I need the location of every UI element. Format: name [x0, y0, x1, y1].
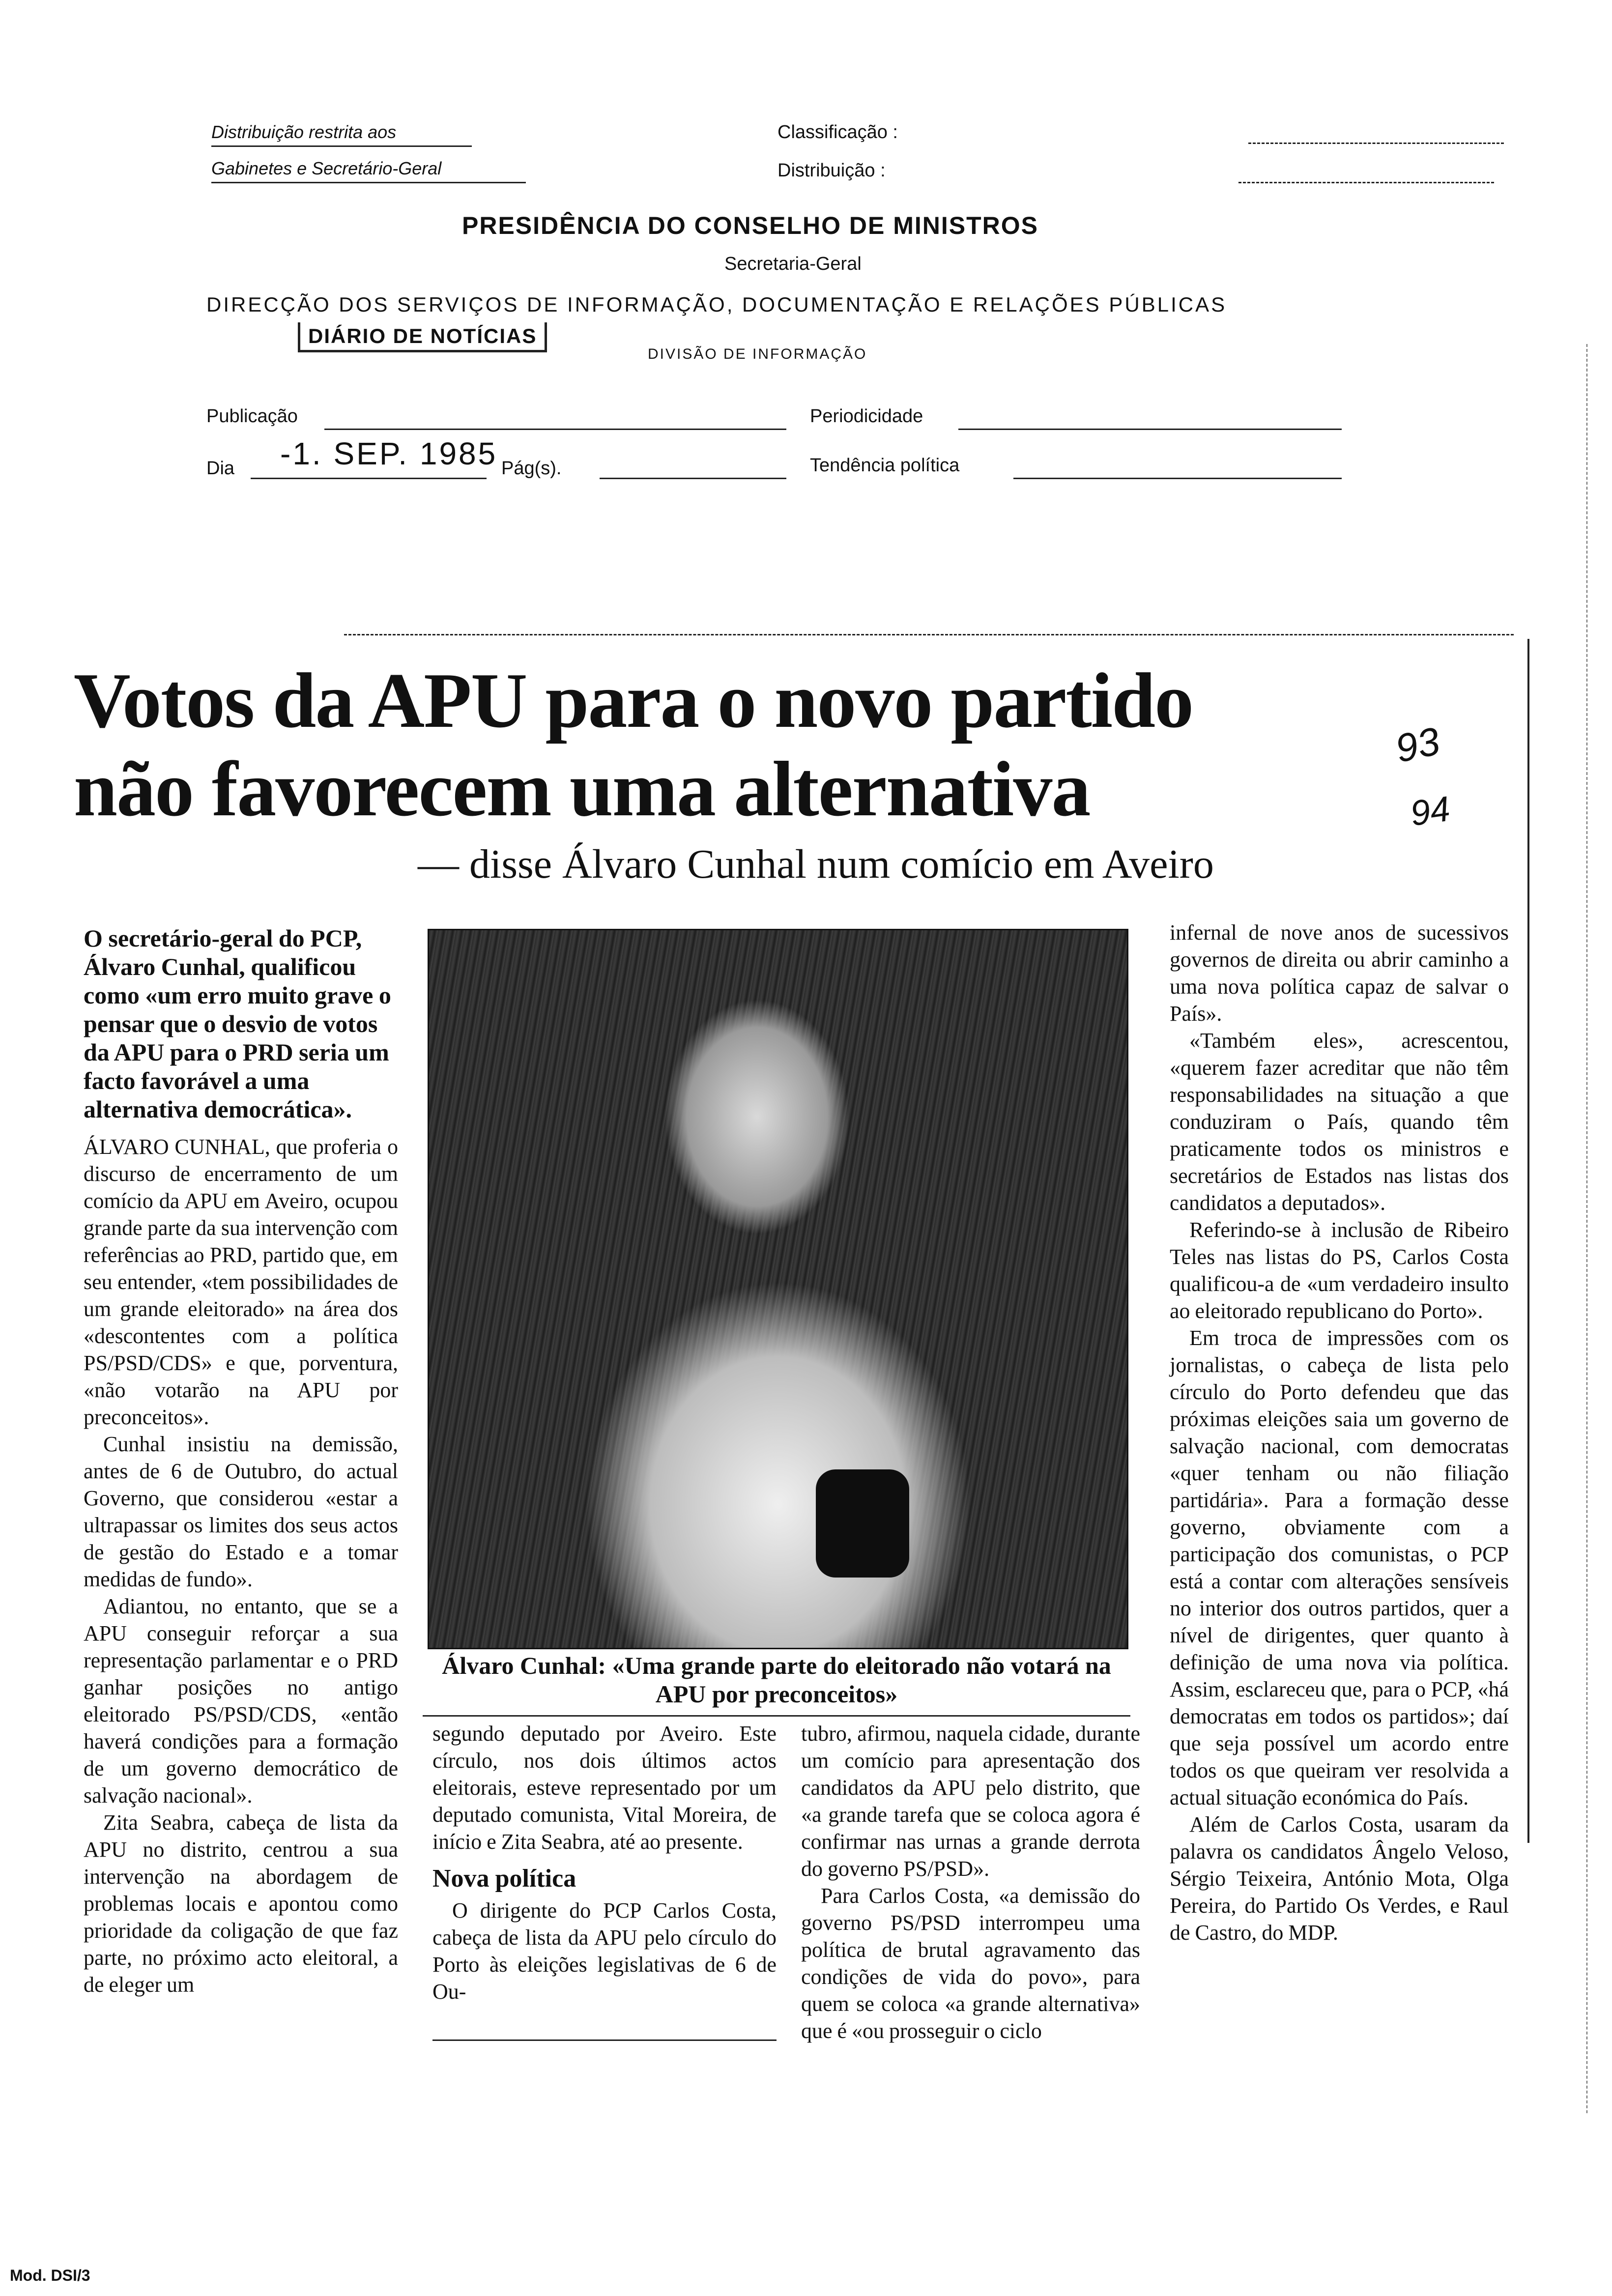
article-column-2	[432, 1720, 777, 2005]
article-column-3	[801, 1720, 1140, 2044]
restricted-distribution-line1: Distribuição restrita aos	[211, 122, 397, 142]
photo-alvaro-cunhal	[428, 929, 1128, 1649]
tendencia-field	[1013, 478, 1342, 479]
paragraph: tubro, afirmou, naquela cidade, durante um comício para apresentação dos candidatos da APU pelo distrito, que «a grande tarefa que se coloca agora é confirmar nas urnas a grande derrota do governo PS/PSD».	[801, 1722, 1140, 1881]
dia-field	[251, 478, 487, 479]
periodicidade-field	[958, 429, 1342, 430]
paragraph: ÁLVARO CUNHAL, que proferia o discurso de encerramento de um comício da APU em Aveiro, ocupou grande parte da sua intervenção com referências ao PRD, partido que, em seu entender, «tem possibilidades de um grande eleitorado» na área dos «descontentes com a política PS/PSD/CDS» e que, porventura, «não votarão na APU por preconceitos».	[84, 1135, 398, 1429]
form-model-code: Mod. DSI/3	[10, 2267, 90, 2284]
distribuicao-field	[1238, 182, 1494, 183]
handwritten-page-mark: 93	[1391, 718, 1444, 771]
handwritten-page-mark: 94	[1408, 789, 1453, 834]
newspaper-stamp: DIÁRIO DE NOTÍCIAS	[298, 322, 547, 352]
direccao-line: DIRECÇÃO DOS SERVIÇOS DE INFORMAÇÃO, DOCUMENTAÇÃO E RELAÇÕES PÚBLICAS	[206, 293, 1227, 316]
paragraph: Para Carlos Costa, «a demissão do governo PS/PSD interrompeu uma política de brutal agravamento das condições de vida do povo», para quem se coloca «a grande alternativa» que é «ou prosseguir o ciclo	[801, 1884, 1140, 2043]
scan-edge-artifact	[1586, 344, 1587, 2113]
lead-paragraph: O secretário-geral do PCP, Álvaro Cunhal, qualificou como «um erro muito grave o pensar que o desvio de votos da APU para o PRD seria um facto favorável a uma alternativa democrática».	[84, 924, 391, 1123]
clipping-right-edge	[1527, 639, 1529, 1843]
clipping-top-edge	[344, 634, 1514, 635]
classificacao-label: Classificação :	[777, 122, 898, 143]
caption-rule	[423, 1715, 1130, 1717]
paragraph: infernal de nove anos de sucessivos governos de direita ou abrir caminho a uma nova política capaz de salvar o País».	[1170, 920, 1509, 1026]
paragraph: Zita Seabra, cabeça de lista da APU no distrito, centrou a sua intervenção na abordagem de problemas locais e apontou como prioridade da coligação de que faz parte, no próximo acto eleitoral, a de eleger um	[84, 1810, 398, 1997]
paragraph: Além de Carlos Costa, usaram da palavra os candidatos Ângelo Veloso, Sérgio Teixeira, António Mota, Olga Pereira, do Partido Os Verdes, e Raul de Castro, do MDP.	[1170, 1812, 1509, 1945]
distribuicao-label: Distribuição :	[777, 160, 886, 181]
underline	[211, 145, 472, 147]
subheadline: — disse Álvaro Cunhal num comício em Aveiro	[418, 841, 1214, 887]
headline-line1: Votos da APU para o novo partido	[74, 657, 1193, 744]
divisao-label: DIVISÃO DE INFORMAÇÃO	[648, 346, 867, 362]
article-column-4	[1170, 919, 1509, 1946]
column-end-rule	[432, 2039, 777, 2041]
pags-field	[600, 478, 786, 479]
periodicidade-label: Periodicidade	[810, 406, 923, 427]
headline-line2: não favorecem uma alternativa	[74, 745, 1090, 832]
section-title: Nova política	[432, 1865, 576, 1893]
tendencia-label: Tendência política	[810, 455, 960, 476]
pags-label: Pág(s).	[501, 458, 562, 479]
underline	[211, 182, 526, 183]
paragraph: Em troca de impressões com os jornalistas, o cabeça de lista pelo círculo do Porto defendeu que das próximas eleições saia um governo de salvação nacional, com democratas «quer tenham ou não filiação partidária». Para a formação desse governo, obviamente com a participação dos comunistas, o PCP está a contar com alterações sensíveis no interior dos outros partidos, quer a nível de dirigentes, quer quanto à definição de uma nova via política. Assim, esclareceu que, para o PCP, «há democratas em todos os partidos»; daí que seja possível um acordo entre todos os que queiram ver resolvida a actual situação económica do País.	[1170, 1326, 1509, 1809]
article-column-1	[84, 924, 398, 1998]
article-lead	[84, 924, 398, 1123]
date-stamp: -1. SEP. 1985	[280, 436, 498, 471]
paragraph: Referindo-se à inclusão de Ribeiro Teles nas listas do PS, Carlos Costa qualificou-a de «um verdadeiro insulto ao eleitorado republicano do Porto».	[1170, 1218, 1509, 1323]
paragraph: O dirigente do PCP Carlos Costa, cabeça de lista da APU pelo círculo do Porto às eleições legislativas de 6 de Ou-	[432, 1898, 777, 2004]
publicacao-label: Publicação	[206, 406, 298, 427]
paragraph: Adiantou, no entanto, que se a APU conseguir reforçar a sua representação parlamentar e o PRD ganhar posições no antigo eleitorado PS/PSD/CDS, «então haverá condições para a formação de um governo democrático de salvação nacional».	[84, 1594, 398, 1808]
paragraph: segundo deputado por Aveiro. Este círculo, nos dois últimos actos eleitorais, esteve representado por um deputado comunista, Vital Moreira, de início e Zita Seabra, até ao presente.	[432, 1722, 777, 1854]
publicacao-field	[324, 429, 786, 430]
form-title: PRESIDÊNCIA DO CONSELHO DE MINISTROS	[462, 212, 1039, 239]
classificacao-field	[1248, 143, 1504, 144]
restricted-distribution-line2: Gabinetes e Secretário-Geral	[211, 158, 442, 178]
photo-caption: Álvaro Cunhal: «Uma grande parte do eleitorado não votará na APU por preconceitos»	[442, 1652, 1111, 1708]
paragraph: «Também eles», acrescentou, «querem fazer acreditar que não têm responsabilidades na situação a que conduziram o País, quando têm praticamente todos os ministros e secretários de Estados nas listas dos candidatos a deputados».	[1170, 1029, 1509, 1215]
dia-label: Dia	[206, 458, 235, 479]
paragraph: Cunhal insistiu na demissão, antes de 6 de Outubro, do actual Governo, que considerou «estar a ultrapassar os limites dos seus actos de gestão do Estado e a tomar medidas de fundo».	[84, 1432, 398, 1591]
form-subtitle: Secretaria-Geral	[724, 254, 862, 274]
photo-microphone	[816, 1469, 909, 1578]
